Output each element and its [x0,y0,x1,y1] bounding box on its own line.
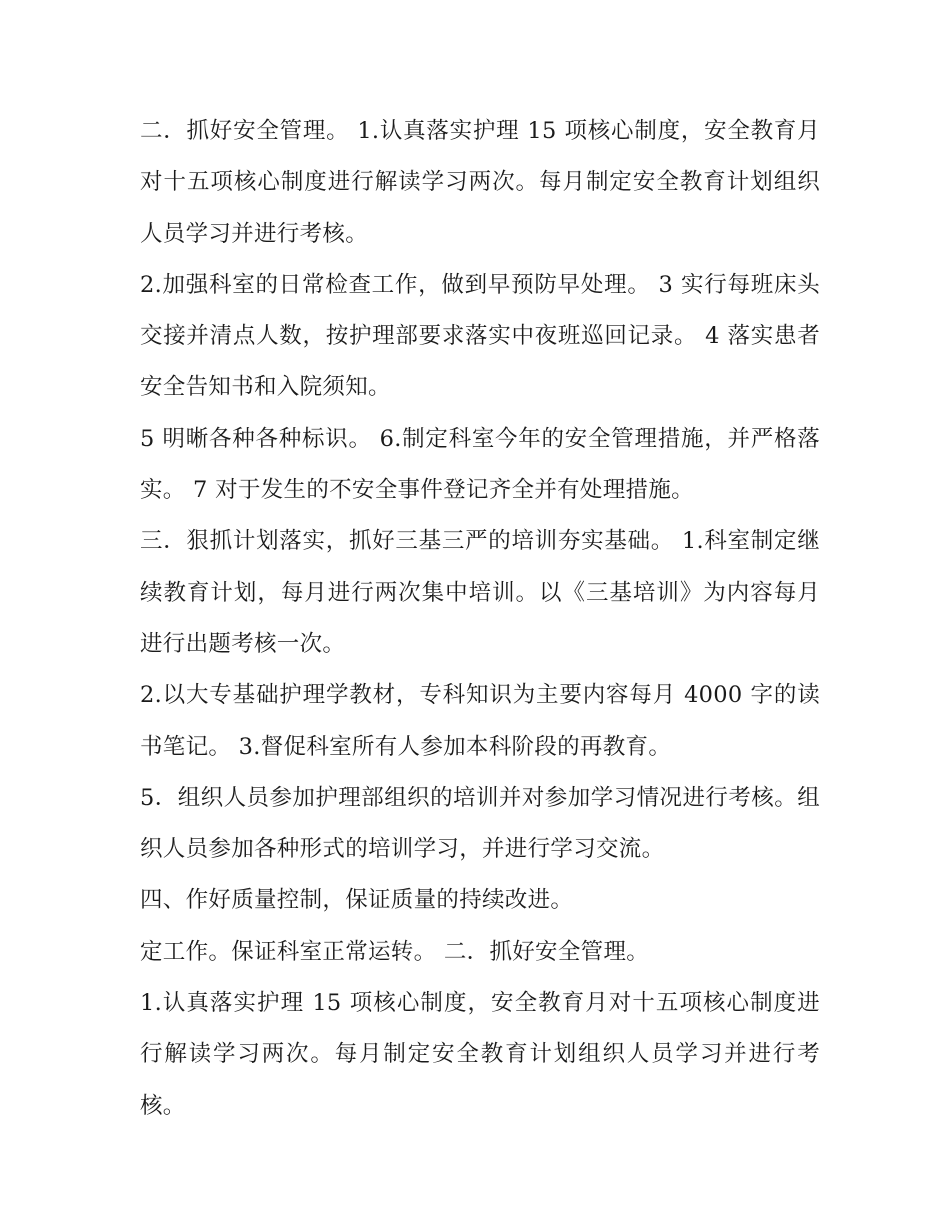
paragraph-training-plan: 三．狠抓计划落实，抓好三基三严的培训夯实基础。 1.科室制定继续教育计划，每月进行两次集中培训。以《三基培训》为内容每月进行出题考核一次。 [140,528,820,657]
paragraph-reading-notes: 2.以大专基础护理学教材，专科知识为主要内容每月 4000 字的读书笔记。 3.督促科室所有人参加本科阶段的再教育。 [140,682,820,760]
paragraph-department-operation: 定工作。保证科室正常运转。 二．抓好安全管理。 [140,938,650,965]
paragraph-identification-measures: 5 明晰各种各种标识。 6.制定科室今年的安全管理措施，并严格落实。 7 对于发生的不安全事件登记齐全并有处理措施。 [140,425,820,504]
document-body [140,106,820,1132]
paragraph-quality-control: 四、作好质量控制，保证质量的持续改进。 [140,887,574,914]
paragraph-safety-management: 二．抓好安全管理。 1.认真落实护理 15 项核心制度，安全教育月对十五项核心制度进行解读学习两次。每月制定安全教育计划组织人员学习并进行考核。 [140,118,820,247]
paragraph-organize-training: 5．组织人员参加护理部组织的培训并对参加学习情况进行考核。组织人员参加各种形式的培训学习，并进行学习交流。 [140,784,820,863]
paragraph-core-system-repeat: 1.认真落实护理 15 项核心制度，安全教育月对十五项核心制度进行解读学习两次。每月制定安全教育计划组织人员学习并进行考核。 [140,990,820,1119]
paragraph-daily-inspection: 2.加强科室的日常检查工作，做到早预防早处理。 3 实行每班床头交接并清点人数，按护理部要求落实中夜班巡回记录。 4 落实患者安全告知书和入院须知。 [140,271,820,401]
